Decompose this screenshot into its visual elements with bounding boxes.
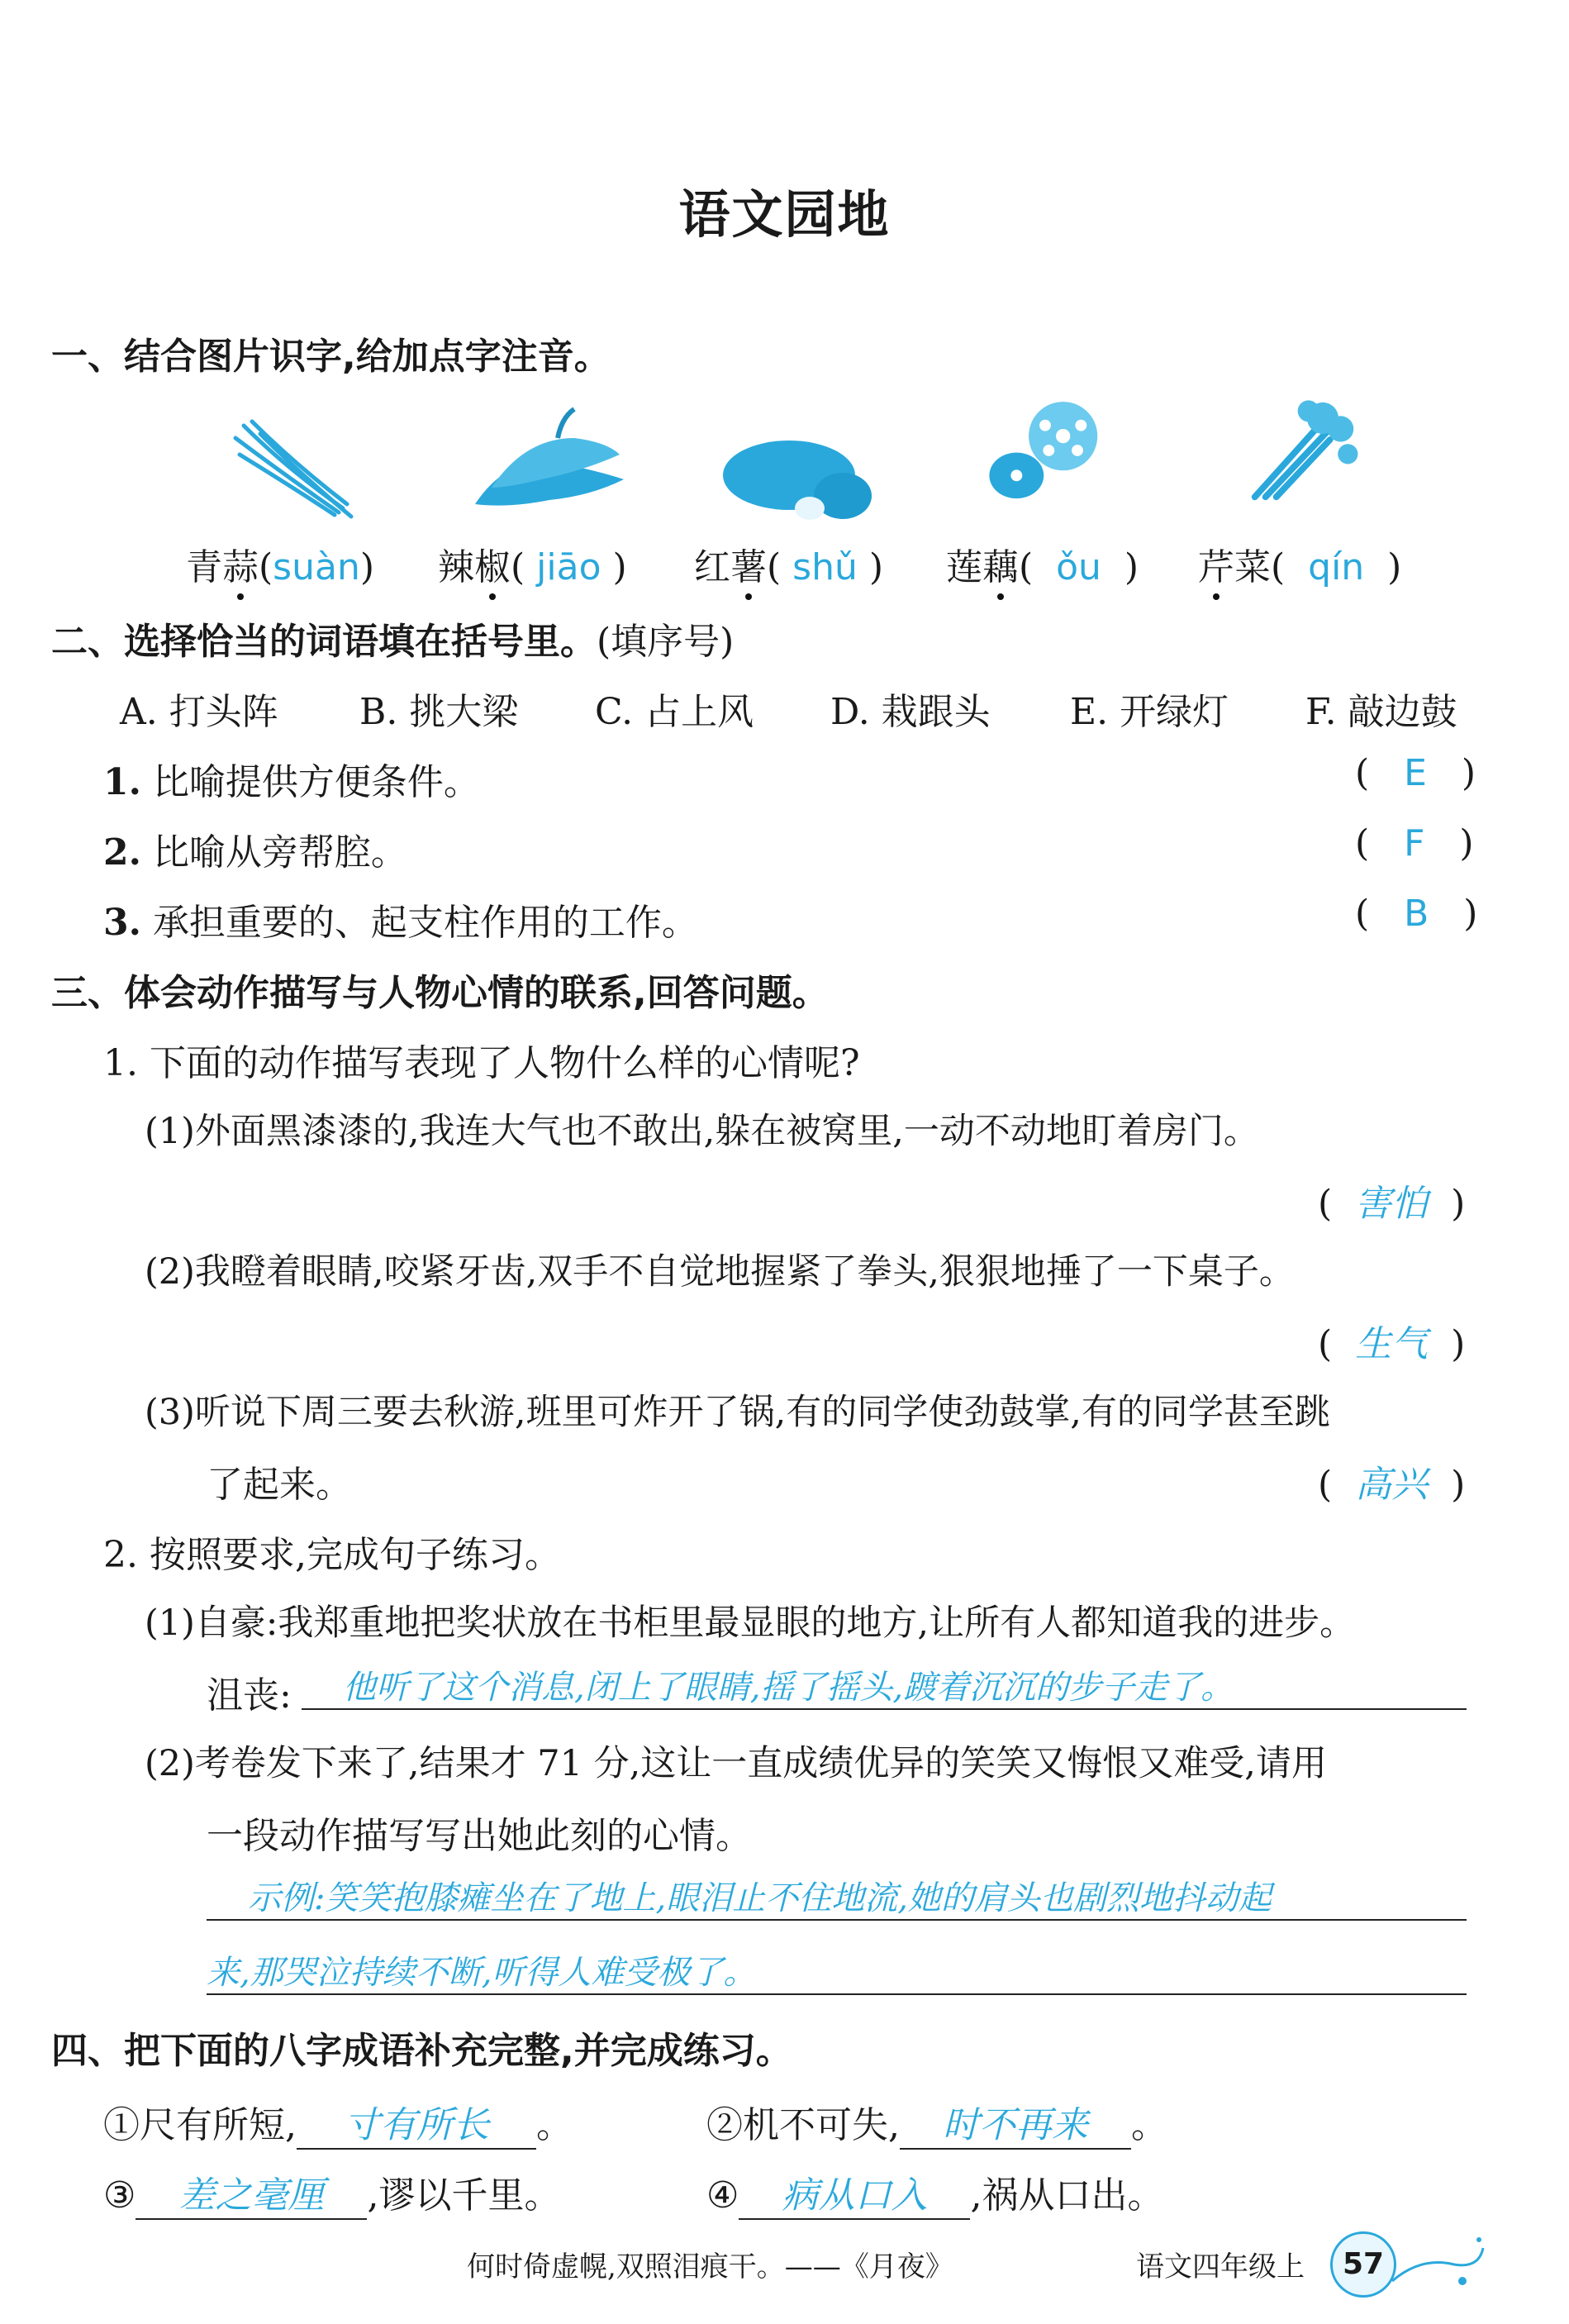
- section3-heading: 三、体会动作描写与人物心情的联系,回答问题。: [51, 972, 829, 1014]
- sweet-potato-icon: [719, 434, 876, 525]
- option-a: A. 打头阵: [120, 691, 278, 733]
- idiom-2: ②机不可失, 时不再来 。: [706, 2095, 1167, 2150]
- s3-q2-answer2-line1: 示例:笑笑抱膝瘫坐在了地上,眼泪止不住地流,她的肩头也剧烈地抖动起: [207, 1872, 1467, 1921]
- s2-question-3: 3. 承担重要的、起支柱作用的工作。: [103, 902, 698, 944]
- s3-q2-text: 2. 按照要求,完成句子练习。: [103, 1534, 561, 1576]
- pinyin-answer-2: jiāo: [536, 546, 601, 588]
- s3-q1-item3-cont: 了起来。: [207, 1464, 352, 1506]
- option-d: D. 栽跟头: [830, 691, 991, 733]
- s2-answer-1: ( E ): [1355, 752, 1476, 794]
- s3-q1-answer1: ( 害怕 ): [1318, 1183, 1466, 1225]
- s2-answer-2: ( F ): [1355, 822, 1474, 864]
- pinyin-item-1: 青蒜(suàn): [186, 546, 375, 588]
- s3-q2-answer1: 他听了这个消息,闭上了眼睛,摇了摇头,踱着沉沉的步子走了。: [302, 1661, 1467, 1710]
- pinyin-answer-3: shǔ: [792, 546, 858, 588]
- s2-question-1: 1. 比喻提供方便条件。: [103, 761, 480, 803]
- idiom-4: ④ 病从口入 ,祸从口出。: [706, 2165, 1163, 2220]
- s3-q1-answer2: ( 生气 ): [1318, 1323, 1466, 1365]
- s3-q2-answer2-line2: 来,那哭泣持续不断,听得人难受极了。: [207, 1946, 1467, 1995]
- pinyin-answer-1: suàn: [273, 546, 360, 588]
- chili-pepper-icon: [459, 405, 632, 529]
- celery-icon: [1231, 397, 1372, 504]
- pinyin-item-3: 红薯( shǔ ): [694, 546, 884, 588]
- decorative-swirl-icon: [1388, 2223, 1487, 2298]
- option-c: C. 占上风: [595, 691, 754, 733]
- pinyin-answer-4: ǒu: [1056, 546, 1101, 588]
- section2-heading: 二、选择恰当的词语填在括号里。(填序号): [51, 621, 735, 663]
- pinyin-item-4: 莲藕( ǒu ): [946, 546, 1139, 588]
- s3-q1-answer3: ( 高兴 ): [1318, 1464, 1466, 1506]
- garlic-sprout-icon: [227, 417, 368, 525]
- s3-q2-item1-label: 沮丧:: [207, 1674, 292, 1717]
- pinyin-item-5: 芹菜( qín ): [1198, 546, 1402, 588]
- s3-q2-item2-cont: 一段动作描写写出她此刻的心情。: [207, 1815, 752, 1857]
- s3-q1-item1: (1)外面黑漆漆的,我连大气也不敢出,躲在被窝里,一动不动地盯着房门。: [145, 1111, 1259, 1152]
- section4-heading: 四、把下面的八字成语补充完整,并完成练习。: [51, 2030, 792, 2072]
- s3-q1-text: 1. 下面的动作描写表现了人物什么样的心情呢?: [103, 1042, 860, 1084]
- s3-q1-item2: (2)我瞪着眼睛,咬紧牙齿,双手不自觉地握紧了拳头,狠狠地捶了一下桌子。: [145, 1251, 1295, 1293]
- option-b: B. 挑大梁: [359, 691, 519, 733]
- lotus-root-icon: [975, 397, 1115, 504]
- idiom-1: ①尺有所短, 寸有所长 。: [103, 2095, 573, 2150]
- pinyin-item-2: 辣椒( jiāo ): [438, 546, 627, 588]
- pinyin-answer-5: qín: [1308, 546, 1365, 588]
- s3-q1-item3: (3)听说下周三要去秋游,班里可炸开了锅,有的同学使劲鼓掌,有的同学甚至跳: [145, 1392, 1330, 1433]
- page-number: 57: [1330, 2231, 1396, 2298]
- s3-q2-item1: (1)自豪:我郑重地把奖状放在书柜里最显眼的地方,让所有人都知道我的进步。: [145, 1603, 1356, 1644]
- page-title: 语文园地: [678, 184, 891, 245]
- s3-q2-item2: (2)考卷发下来了,结果才 71 分,这让一直成绩优异的笑笑又悔恨又难受,请用: [145, 1743, 1327, 1784]
- option-e: E. 开绿灯: [1070, 691, 1229, 733]
- s2-question-2: 2. 比喻从旁帮腔。: [103, 831, 407, 874]
- option-f: F. 敲边鼓: [1305, 691, 1457, 733]
- footer-book: 语文四年级上: [1136, 2250, 1305, 2284]
- s2-answer-3: ( B ): [1355, 893, 1478, 935]
- idiom-3: ③ 差之毫厘 ,谬以千里。: [103, 2165, 560, 2220]
- section1-heading: 一、结合图片识字,给加点字注音。: [51, 336, 611, 378]
- footer-quote: 何时倚虚幌,双照泪痕干。——《月夜》: [467, 2250, 953, 2284]
